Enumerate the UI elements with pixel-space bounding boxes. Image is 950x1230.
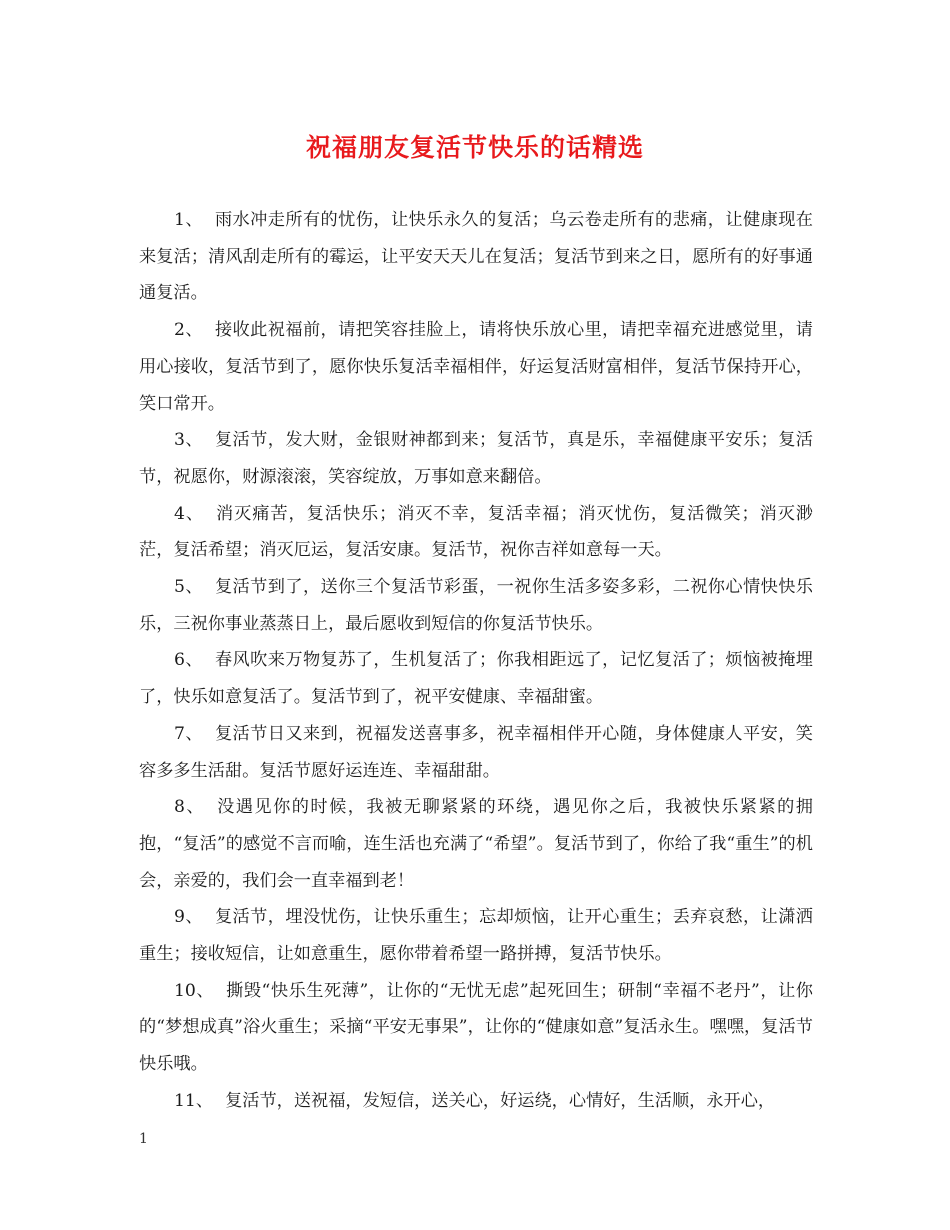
paragraph-number: 1、: [174, 210, 203, 230]
document-body: [139, 202, 813, 1120]
paragraph-text: 复活节日又来到，祝福发送喜事多，祝幸福相伴开心随，身体健康人平安，笑容多多生活甜。复活节愿好运连连、幸福甜甜。: [139, 723, 813, 781]
paragraph: [139, 899, 813, 972]
paragraph-number: 5、: [174, 577, 203, 598]
paragraph: [139, 973, 813, 1083]
paragraph-text: 撕毁“快乐生死薄”，让你的“无忧无虑”起死回生；研制“幸福不老丹”，让你的“梦想成真”浴火重生；采摘“平安无事果”，让你的“健康如意”复活永生。嘿嘿，复活节快乐哦。: [139, 980, 813, 1075]
paragraph-text: 复活节，埋没忧伤，让快乐重生；忘却烦恼，让开心重生；丢弃哀愁，让潇洒重生；接收短信，让如意重生，愿你带着希望一路拼搏，复活节快乐。: [139, 907, 813, 965]
paragraph-number: 6、: [174, 650, 203, 671]
paragraph-number: 8、: [174, 797, 206, 818]
paragraph: [139, 312, 813, 422]
paragraph-text: 复活节，发大财，金银财神都到来；复活节，真是乐，幸福健康平安乐；复活节，祝愿你，财源滚滚，笑容绽放，万事如意来翻倍。: [139, 430, 813, 487]
paragraph-number: 10、: [174, 980, 215, 1001]
paragraph: [139, 202, 813, 312]
paragraph-number: 7、: [174, 723, 203, 744]
paragraph: [139, 569, 813, 642]
paragraph-text: 春风吹来万物复苏了，生机复活了；你我相距远了，记忆复活了；烦恼被掩埋了，快乐如意复活了。复活节到了，祝平安健康、幸福甜蜜。: [139, 650, 813, 708]
paragraph-text: 消灭痛苦，复活快乐；消灭不幸，复活幸福；消灭忧伤，复活微笑；消灭渺茫，复活希望；消灭厄运，复活安康。复活节，祝你吉祥如意每一天。: [139, 503, 813, 561]
paragraph-text: 没遇见你的时候，我被无聊紧紧的环绕，遇见你之后，我被快乐紧紧的拥抱，“复活”的感觉不言而喻，连生活也充满了“希望”。复活节到了，你给了我“重生”的机会，亲爱的，我们会一直幸福到老！: [139, 797, 813, 891]
paragraph: [139, 1083, 813, 1120]
paragraph-text: 复活节，送祝福，发短信，送关心，好运绕，心情好，生活顺，永开心，: [225, 1090, 776, 1111]
paragraph: [139, 642, 813, 715]
paragraph-number: 11、: [174, 1090, 214, 1111]
paragraph: [139, 716, 813, 789]
paragraph-number: 3、: [174, 430, 203, 451]
paragraph-text: 复活节到了，送你三个复活节彩蛋，一祝你生活多姿多彩，二祝你心情快快乐乐，三祝你事业蒸蒸日上，最后愿收到短信的你复活节快乐。: [139, 577, 813, 634]
page-number: 1: [139, 1131, 148, 1147]
paragraph: [139, 422, 813, 495]
paragraph-text: 接收此祝福前，请把笑容挂脸上，请将快乐放心里，请把幸福充进感觉里，请用心接收，复活节到了，愿你快乐复活幸福相伴，好运复活财富相伴，复活节保持开心，笑口常开。: [139, 320, 813, 414]
paragraph-number: 2、: [174, 320, 203, 341]
paragraph-number: 4、: [174, 503, 204, 524]
paragraph-number: 9、: [174, 907, 203, 928]
paragraph: [139, 496, 813, 569]
paragraph-text: 雨水冲走所有的忧伤，让快乐永久的复活；乌云卷走所有的悲痛，让健康现在来复活；清风刮走所有的霉运，让平安天天儿在复活；复活节到来之日，愿所有的好事通通复活。: [139, 210, 813, 304]
page-title: 祝福朋友复活节快乐的话精选: [305, 133, 644, 162]
paragraph: [139, 789, 813, 899]
